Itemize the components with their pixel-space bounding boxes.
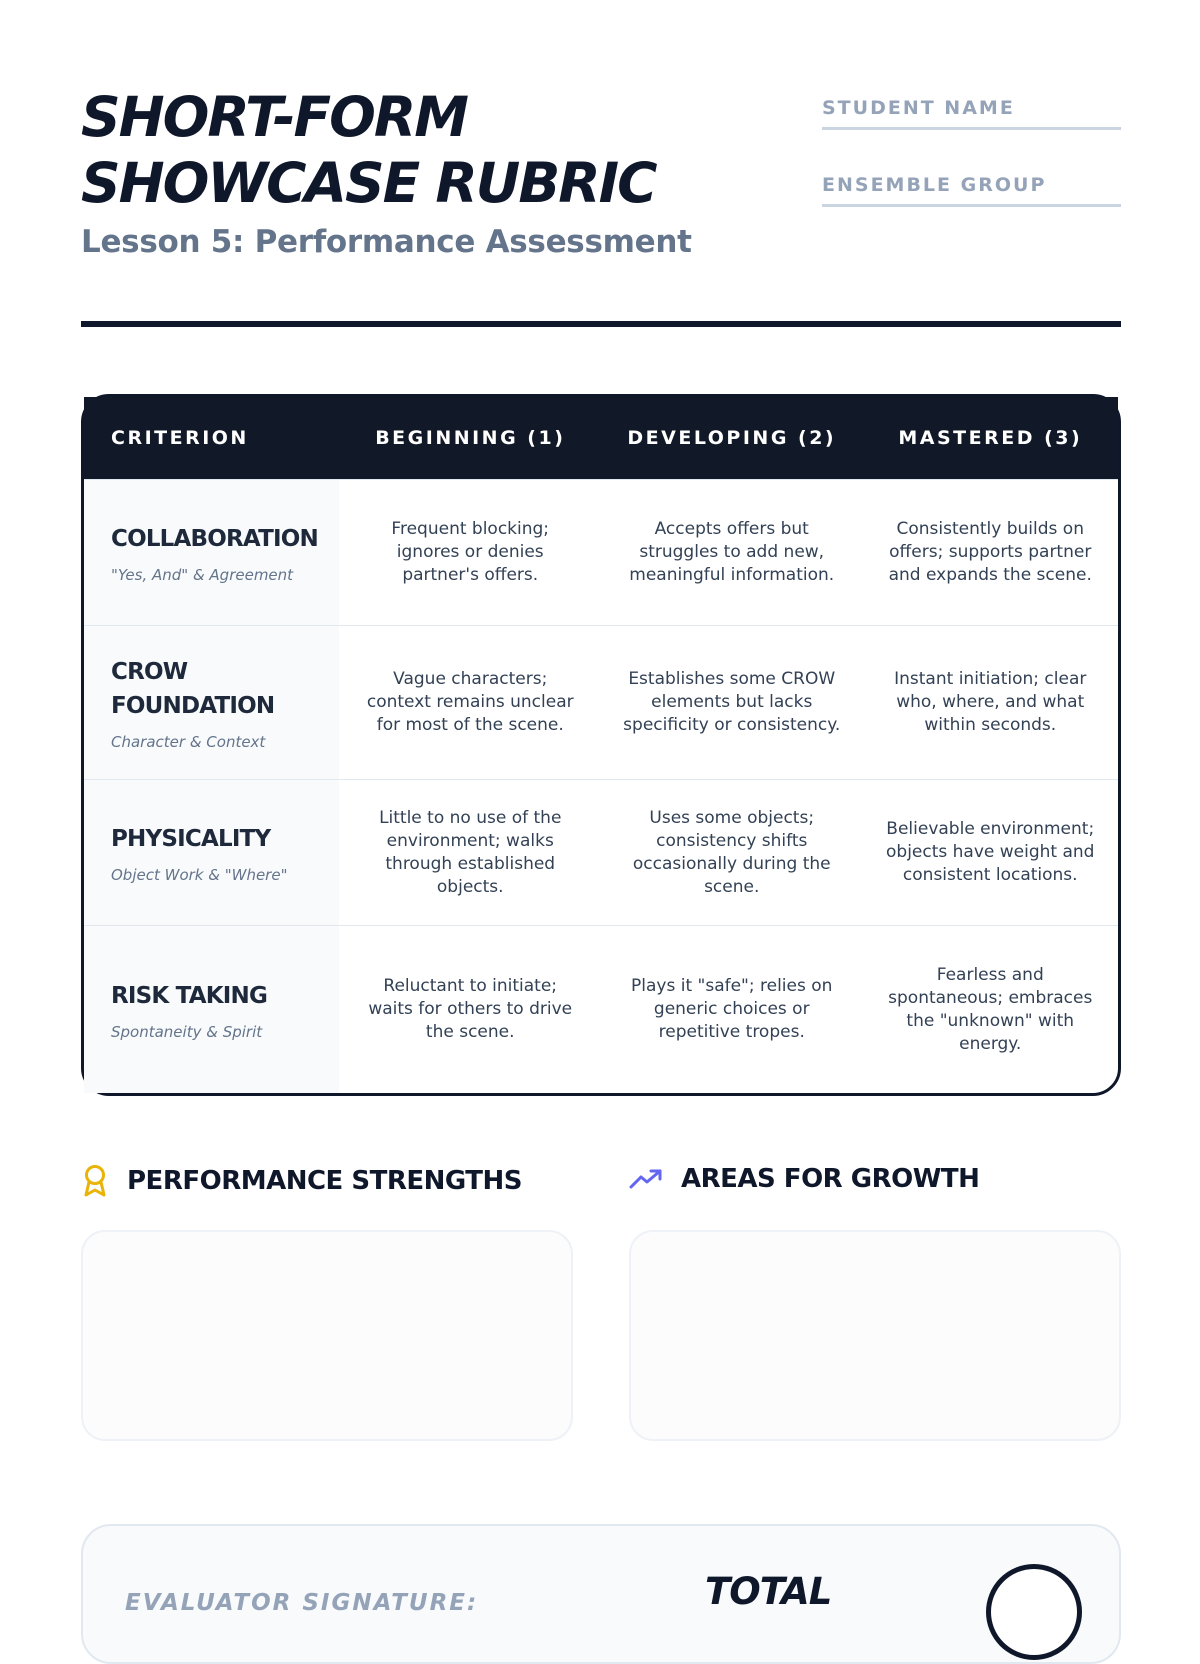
student-name-label: STUDENT NAME [822, 97, 1015, 119]
criterion-subtitle: Spontaneity & Spirit [111, 1022, 263, 1041]
mastered-cell[interactable]: Fearless and spontaneous; embraces the "unknown" with energy. [888, 964, 1093, 1054]
criterion-name: PHYSICALITY [111, 825, 271, 852]
page-title: SHORT-FORM SHOWCASE RUBRIC [81, 85, 656, 215]
criterion-name: RISK TAKING [111, 982, 268, 1009]
criterion-subtitle: "Yes, And" & Agreement [111, 565, 294, 584]
column-header-criterion: CRITERION [111, 427, 249, 449]
criterion-cell [84, 626, 339, 779]
rubric-row [84, 925, 1118, 1093]
score-footer [81, 1524, 1121, 1664]
total-score-circle[interactable] [986, 1564, 1082, 1660]
beginning-cell[interactable]: Little to no use of the environment; walks through established objects. [379, 807, 562, 897]
rubric-header-row [84, 397, 1118, 479]
total-label: TOTAL [705, 1570, 832, 1613]
column-header-developing: DEVELOPING (2) [627, 427, 837, 449]
rubric-row [84, 479, 1118, 625]
criterion-cell [84, 480, 339, 625]
strengths-label: PERFORMANCE STRENGTHS [127, 1166, 522, 1196]
ensemble-group-field[interactable] [822, 174, 1121, 207]
developing-cell[interactable]: Establishes some CROW elements but lacks specificity or consistency. [623, 669, 841, 735]
strengths-heading [81, 1164, 522, 1198]
criterion-name: COLLABORATION [111, 525, 318, 552]
strengths-notes-box[interactable] [81, 1230, 573, 1441]
growth-heading [629, 1164, 979, 1194]
rubric-page [81, 0, 1121, 1616]
rubric-table [81, 394, 1121, 1096]
criterion-cell [84, 926, 339, 1093]
column-header-mastered: MASTERED (3) [898, 427, 1083, 449]
mastered-cell[interactable]: Believable environment; objects have weight and consistent locations. [886, 819, 1095, 885]
criterion-name: CROW FOUNDATION [111, 658, 275, 719]
award-ribbon-icon [81, 1164, 109, 1198]
rubric-row [84, 625, 1118, 779]
header-divider [81, 321, 1121, 327]
mastered-cell[interactable]: Consistently builds on offers; supports partner and expands the scene. [888, 519, 1092, 585]
growth-notes-box[interactable] [629, 1230, 1121, 1441]
evaluator-signature-label: EVALUATOR SIGNATURE: [125, 1590, 479, 1616]
beginning-cell[interactable]: Frequent blocking; ignores or denies partner's offers. [391, 519, 550, 585]
column-header-beginning: BEGINNING (1) [375, 427, 566, 449]
growth-label: AREAS FOR GROWTH [681, 1164, 980, 1194]
developing-cell[interactable]: Plays it "safe"; relies on generic choices or repetitive tropes. [631, 976, 833, 1042]
rubric-row [84, 779, 1118, 925]
developing-cell[interactable]: Uses some objects; consistency shifts occasionally during the scene. [632, 807, 831, 897]
criterion-subtitle: Character & Context [111, 732, 266, 751]
criterion-subtitle: Object Work & "Where" [111, 865, 288, 884]
developing-cell[interactable]: Accepts offers but struggles to add new, meaningful information. [629, 519, 835, 585]
mastered-cell[interactable]: Instant initiation; clear who, where, and what within seconds. [894, 669, 1087, 735]
beginning-cell[interactable]: Vague characters; context remains unclear for most of the scene. [366, 669, 574, 735]
ensemble-group-label: ENSEMBLE GROUP [822, 174, 1047, 196]
criterion-cell [84, 780, 339, 925]
page-subtitle: Lesson 5: Performance Assessment [81, 224, 692, 260]
trending-up-icon [629, 1167, 663, 1191]
student-name-field[interactable] [822, 97, 1121, 130]
beginning-cell[interactable]: Reluctant to initiate; waits for others to drive the scene. [368, 976, 573, 1042]
